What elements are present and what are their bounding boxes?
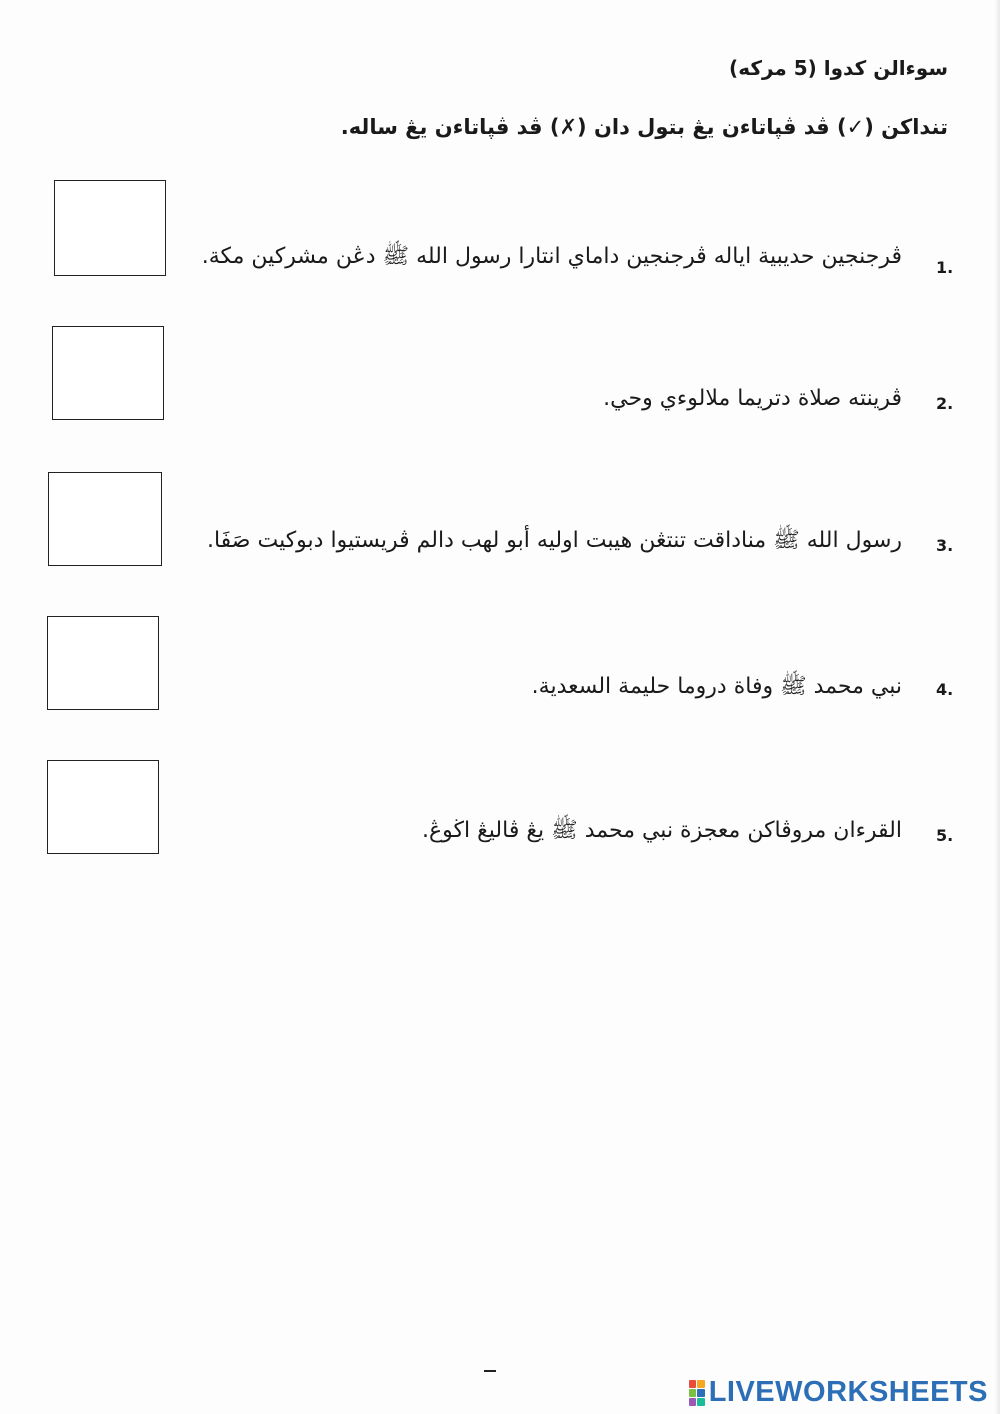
instruction-text: تنداكن (✓) ڤد ڤپاتاءن يڠ بتول دان (✗) ڤد ڤپاتاءن يڠ ساله. xyxy=(340,115,948,139)
answer-box-4[interactable] xyxy=(47,616,159,710)
question-5-number: 5. xyxy=(936,826,954,845)
question-2-text: ڤرينته صلاة دتريما ملالوءي وحي. xyxy=(603,386,902,411)
question-3-text: رسول الله ﷺ مناداقت تنتڠن هيبت اوليه أبو لهب دالم ڤريستيوا دبوكيت صَفَا. xyxy=(206,528,902,553)
answer-box-5[interactable] xyxy=(47,760,159,854)
question-4-text: نبي محمد ﷺ وفاة دروما حليمة السعدية. xyxy=(531,674,902,699)
question-1 xyxy=(40,180,960,280)
question-3 xyxy=(40,472,960,572)
liveworksheets-wordmark: LIVEWORKSHEETS xyxy=(708,1376,988,1408)
answer-box-3[interactable] xyxy=(48,472,162,566)
question-3-number: 3. xyxy=(936,536,954,555)
question-4 xyxy=(40,616,960,716)
answer-box-1[interactable] xyxy=(54,180,166,276)
question-4-number: 4. xyxy=(936,680,954,699)
liveworksheets-logo-icon xyxy=(689,1380,705,1406)
question-1-number: 1. xyxy=(936,258,954,277)
page-number-mark xyxy=(484,1370,496,1372)
question-1-text: ڤرجنجين حديبية اياله ڤرجنجين داماي انتارا رسول الله ﷺ دڠن مشركين مكة. xyxy=(201,244,902,269)
page-edge-shadow xyxy=(994,0,1000,1414)
question-5 xyxy=(40,760,960,860)
liveworksheets-watermark xyxy=(689,1376,988,1409)
section-title: سوءالن كدوا (5 مركه) xyxy=(729,56,948,80)
question-2 xyxy=(40,326,960,426)
answer-box-2[interactable] xyxy=(52,326,164,420)
question-5-text: القرءان مروڤاكن معجزة نبي محمد ﷺ يڠ ڤاليڠ اڬوڠ. xyxy=(422,818,902,843)
question-2-number: 2. xyxy=(936,394,954,413)
